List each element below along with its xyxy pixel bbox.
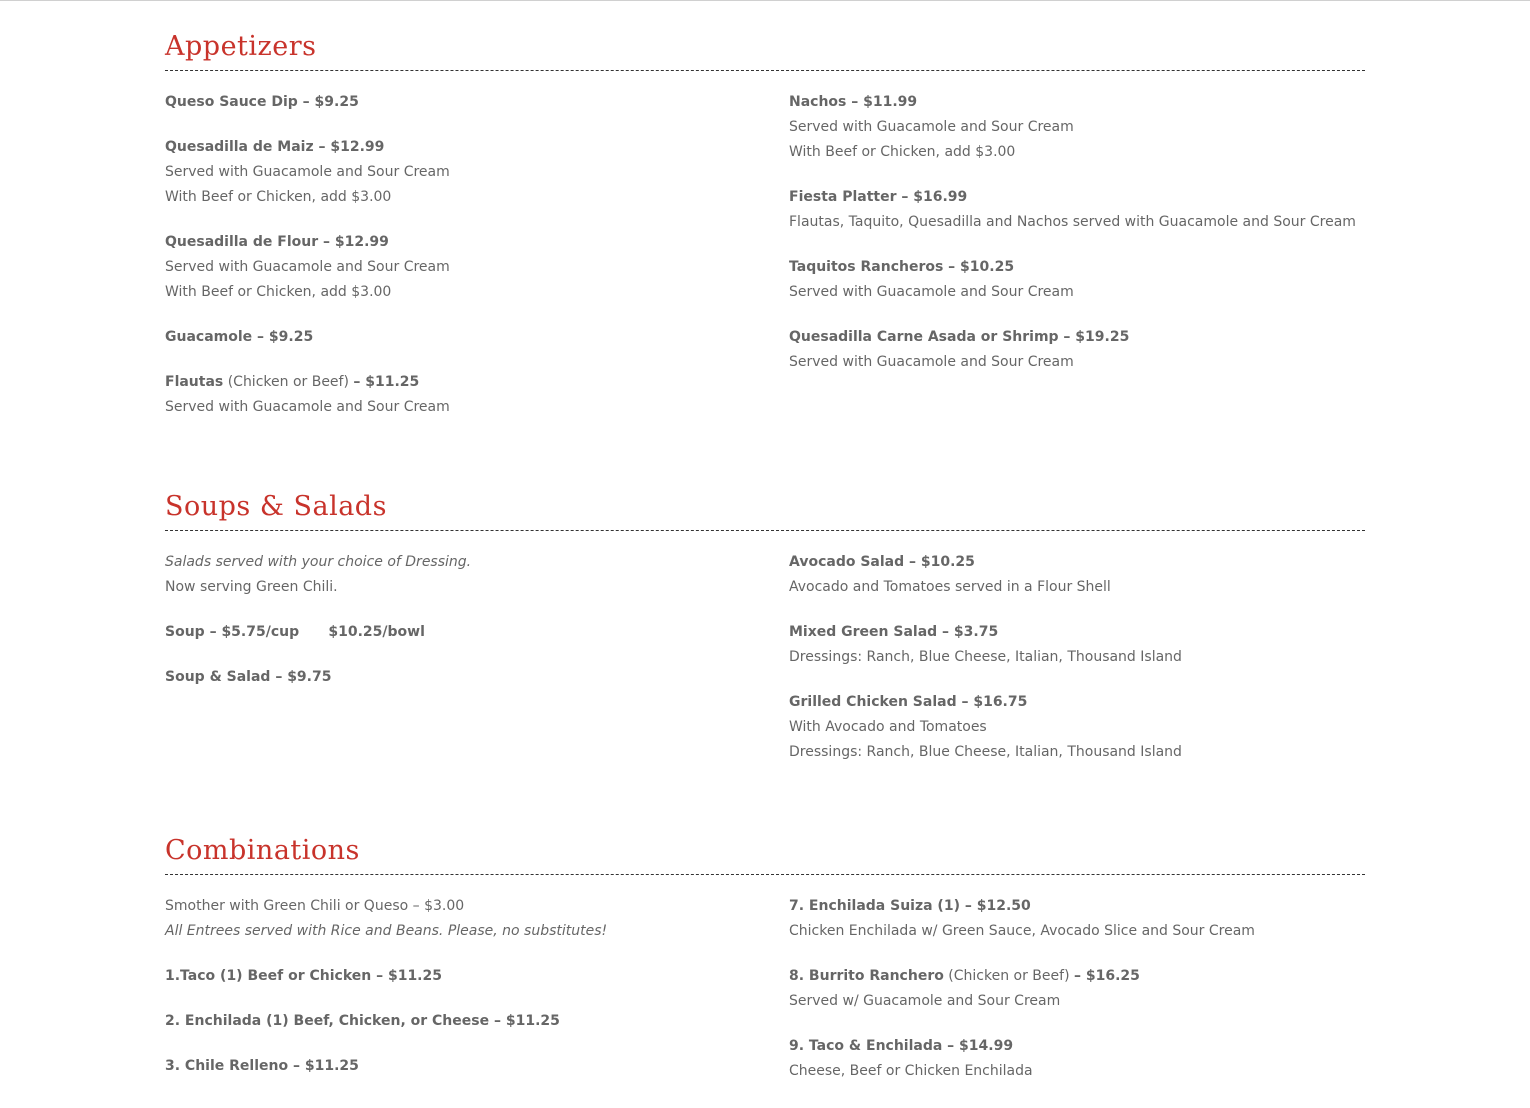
menu-note: All Entrees served with Rice and Beans. Please, no substitutes! xyxy=(165,923,608,939)
menu-item-description: Served with Guacamole and Sour Cream xyxy=(165,259,450,275)
menu-item-description: Served with Guacamole and Sour Cream xyxy=(165,399,450,415)
menu-item-name: Fiesta Platter – $16.99 xyxy=(789,189,968,205)
menu-note: Salads served with your choice of Dressing. xyxy=(165,554,472,570)
menu-item-options: (Chicken or Beef) xyxy=(943,968,1074,984)
menu-item xyxy=(165,1009,765,1034)
menu-column-right xyxy=(789,90,1389,395)
menu-item-description: Avocado and Tomatoes served in a Flour Shell xyxy=(789,579,1111,595)
menu-item-description: Served with Guacamole and Sour Cream xyxy=(789,354,1074,370)
menu-item xyxy=(165,135,765,210)
menu-item-name: Quesadilla de Flour – $12.99 xyxy=(165,234,389,250)
menu-item-description: Served with Guacamole and Sour Cream xyxy=(789,119,1074,135)
menu-item xyxy=(165,894,765,944)
menu-item-price: – $16.25 xyxy=(1073,968,1140,984)
menu-item xyxy=(165,90,765,115)
menu-item xyxy=(165,230,765,305)
menu-item xyxy=(789,1034,1389,1084)
menu-item-description: Flautas, Taquito, Quesadilla and Nachos served with Guacamole and Sour Cream xyxy=(789,214,1356,230)
menu-item-name: Mixed Green Salad – $3.75 xyxy=(789,624,999,640)
menu-item-name: 1.Taco (1) Beef or Chicken – $11.25 xyxy=(165,968,442,984)
menu-item-name: Quesadilla de Maiz – $12.99 xyxy=(165,139,385,155)
menu-item xyxy=(789,690,1389,765)
menu-column-right xyxy=(789,894,1389,1104)
menu-item-description: Served w/ Guacamole and Sour Cream xyxy=(789,993,1061,1009)
menu-item xyxy=(789,325,1389,375)
section-combinations xyxy=(165,834,1365,1079)
menu-item xyxy=(789,894,1389,944)
menu-item-name: Soup – $5.75/cup $10.25/bowl xyxy=(165,624,425,640)
menu-item-name: Soup & Salad – $9.75 xyxy=(165,669,332,685)
menu-item-name: Taquitos Rancheros – $10.25 xyxy=(789,259,1015,275)
section-soups-salads xyxy=(165,490,1365,760)
menu-item-description: Dressings: Ranch, Blue Cheese, Italian, Thousand Island xyxy=(789,744,1182,760)
menu-item xyxy=(789,620,1389,670)
menu-item xyxy=(789,90,1389,165)
menu-column-left xyxy=(165,90,765,440)
menu-item-name: Avocado Salad – $10.25 xyxy=(789,554,975,570)
menu-item-heading xyxy=(165,370,765,395)
menu-item-description: Served with Guacamole and Sour Cream xyxy=(789,284,1074,300)
section-title: Soups & Salads xyxy=(165,490,1365,531)
menu-item xyxy=(165,550,765,600)
menu-column-left xyxy=(165,894,765,1099)
menu-item-name: Queso Sauce Dip – $9.25 xyxy=(165,94,359,110)
menu-item-options: (Chicken or Beef) xyxy=(223,374,354,390)
menu-item-description: Served with Guacamole and Sour Cream xyxy=(165,164,450,180)
menu-item xyxy=(165,1054,765,1079)
top-divider xyxy=(0,0,1530,1)
menu-item xyxy=(165,620,765,645)
menu-item-description: With Beef or Chicken, add $3.00 xyxy=(165,284,392,300)
menu-item-name: Nachos – $11.99 xyxy=(789,94,918,110)
section-appetizers xyxy=(165,30,1365,415)
menu-item-heading xyxy=(789,964,1389,989)
menu-item-description: With Beef or Chicken, add $3.00 xyxy=(789,144,1016,160)
menu-item-name: 8. Burrito Ranchero xyxy=(789,968,944,984)
menu-item-name: Grilled Chicken Salad – $16.75 xyxy=(789,694,1028,710)
menu-item-name: Flautas xyxy=(165,374,224,390)
menu-item xyxy=(789,185,1389,235)
menu-item xyxy=(165,325,765,350)
menu-item-description: With Avocado and Tomatoes xyxy=(789,719,987,735)
menu-column-right xyxy=(789,550,1389,785)
menu-item xyxy=(789,255,1389,305)
menu-item-name: 3. Chile Relleno – $11.25 xyxy=(165,1058,359,1074)
menu-item-description: Cheese, Beef or Chicken Enchilada xyxy=(789,1063,1033,1079)
menu-item xyxy=(165,665,765,690)
menu-item-description: With Beef or Chicken, add $3.00 xyxy=(165,189,392,205)
menu-column-left xyxy=(165,550,765,710)
menu-item xyxy=(165,370,765,420)
section-title: Combinations xyxy=(165,834,1365,875)
menu-item xyxy=(789,550,1389,600)
menu-item-name: 7. Enchilada Suiza (1) – $12.50 xyxy=(789,898,1031,914)
menu-item-description: Dressings: Ranch, Blue Cheese, Italian, Thousand Island xyxy=(789,649,1182,665)
menu-item-description: Now serving Green Chili. xyxy=(165,579,338,595)
menu-item-price: – $11.25 xyxy=(353,374,420,390)
menu-item-name: 2. Enchilada (1) Beef, Chicken, or Cheese – $11.25 xyxy=(165,1013,560,1029)
menu-item-name: Guacamole – $9.25 xyxy=(165,329,314,345)
menu-item xyxy=(789,964,1389,1014)
menu-item-name: Quesadilla Carne Asada or Shrimp – $19.25 xyxy=(789,329,1130,345)
section-title: Appetizers xyxy=(165,30,1365,71)
menu-item-description: Chicken Enchilada w/ Green Sauce, Avocado Slice and Sour Cream xyxy=(789,923,1255,939)
menu-item-name: 9. Taco & Enchilada – $14.99 xyxy=(789,1038,1014,1054)
menu-item-description: Smother with Green Chili or Queso – $3.00 xyxy=(165,898,465,914)
menu-item xyxy=(165,964,765,989)
